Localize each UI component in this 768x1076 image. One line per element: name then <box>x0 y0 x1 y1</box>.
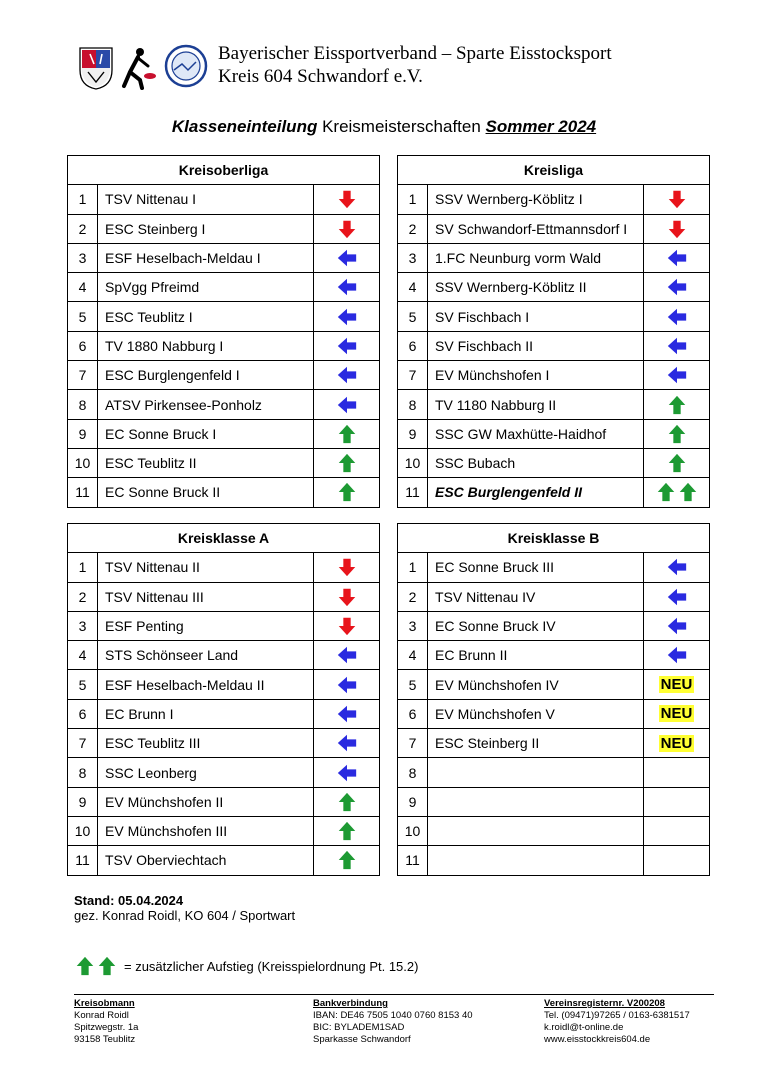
table-row <box>68 448 380 477</box>
left-arrow-icon <box>314 331 380 360</box>
table-title: Kreisliga <box>398 156 710 185</box>
left-arrow-icon <box>644 611 710 640</box>
rank-number: 8 <box>398 390 428 419</box>
table-row <box>398 611 710 640</box>
team-name: SSC GW Maxhütte-Haidhof <box>428 419 644 448</box>
left-arrow-icon <box>644 273 710 302</box>
rank-number: 4 <box>68 641 98 670</box>
up-arrow-icon <box>644 448 710 477</box>
left-arrow-icon <box>314 243 380 272</box>
rank-number: 8 <box>398 758 428 787</box>
table-row <box>398 331 710 360</box>
rank-number: 11 <box>68 478 98 507</box>
rank-number: 2 <box>68 214 98 243</box>
team-name: EV Münchshofen III <box>98 816 314 845</box>
table-kreisliga <box>397 155 710 508</box>
eisstock-player-logo <box>124 48 156 88</box>
table-row <box>68 846 380 875</box>
signature-line: gez. Konrad Roidl, KO 604 / Sportwart <box>74 908 296 923</box>
rank-number: 2 <box>68 582 98 611</box>
empty-indicator <box>644 846 710 875</box>
down-arrow-icon <box>644 214 710 243</box>
table-row <box>398 243 710 272</box>
rank-number: 11 <box>68 846 98 875</box>
neu-label: NEU <box>660 734 693 752</box>
rank-number: 1 <box>398 185 428 214</box>
left-arrow-icon <box>314 670 380 699</box>
footer-divider <box>74 994 714 995</box>
table-row <box>68 478 380 507</box>
team-name: EV Münchshofen I <box>428 361 644 390</box>
left-arrow-icon <box>314 758 380 787</box>
table-row <box>68 787 380 816</box>
coat-of-arms-logo <box>80 48 112 89</box>
down-arrow-icon <box>314 553 380 582</box>
team-name: ESF Heselbach-Meldau II <box>98 670 314 699</box>
table-row <box>398 816 710 845</box>
down-arrow-icon <box>314 611 380 640</box>
left-arrow-icon <box>314 390 380 419</box>
table-row <box>68 582 380 611</box>
neu-label: NEU <box>660 676 693 694</box>
table-row <box>398 448 710 477</box>
rank-number: 3 <box>398 243 428 272</box>
team-name <box>428 816 644 845</box>
empty-indicator <box>644 758 710 787</box>
team-name: TSV Nittenau II <box>98 553 314 582</box>
team-name: SpVgg Pfreimd <box>98 273 314 302</box>
table-kreisoberliga <box>67 155 380 508</box>
team-name: EC Sonne Bruck II <box>98 478 314 507</box>
table-row <box>68 699 380 728</box>
down-arrow-icon <box>314 214 380 243</box>
team-name: ESC Teublitz II <box>98 448 314 477</box>
rank-number: 2 <box>398 582 428 611</box>
new-team-badge <box>644 670 710 699</box>
table-row <box>68 670 380 699</box>
new-team-badge <box>644 699 710 728</box>
rank-number: 3 <box>68 243 98 272</box>
team-name: SSV Wernberg-Köblitz II <box>428 273 644 302</box>
team-name: ESF Heselbach-Meldau I <box>98 243 314 272</box>
team-name: EC Brunn I <box>98 699 314 728</box>
up-arrow-icon <box>314 846 380 875</box>
table-row <box>398 670 710 699</box>
rank-number: 4 <box>398 641 428 670</box>
status-date: Stand: 05.04.2024 <box>74 893 184 908</box>
table-row <box>68 331 380 360</box>
footer-registry: Vereinsregisternr. V200208 Tel. (09471)97265 / 0163-6381517 k.roidl@t-online.de www.eisstockkreis604.de <box>544 998 690 1045</box>
team-name: SV Schwandorf-Ettmannsdorf I <box>428 214 644 243</box>
team-name <box>428 846 644 875</box>
table-title: Kreisklasse B <box>398 524 710 553</box>
rank-number: 6 <box>68 699 98 728</box>
table-row <box>68 611 380 640</box>
table-row <box>398 846 710 875</box>
team-name: SV Fischbach II <box>428 331 644 360</box>
table-row <box>398 582 710 611</box>
table-row <box>398 729 710 758</box>
rank-number: 5 <box>398 670 428 699</box>
up-arrow-icon <box>314 448 380 477</box>
up-arrow-icon <box>644 419 710 448</box>
document-title: Klasseneinteilung Kreismeisterschaften Sommer 2024 <box>171 117 597 136</box>
rank-number: 11 <box>398 478 428 507</box>
table-row <box>398 699 710 728</box>
left-arrow-icon <box>314 699 380 728</box>
team-name <box>428 758 644 787</box>
rank-number: 7 <box>68 729 98 758</box>
rank-number: 10 <box>398 448 428 477</box>
rank-number: 3 <box>398 611 428 640</box>
team-name: EV Münchshofen V <box>428 699 644 728</box>
team-name: TSV Nittenau I <box>98 185 314 214</box>
table-row <box>398 758 710 787</box>
table-title: Kreisklasse A <box>68 524 380 553</box>
team-name: SV Fischbach I <box>428 302 644 331</box>
rank-number: 2 <box>398 214 428 243</box>
left-arrow-icon <box>314 273 380 302</box>
team-name: TSV Nittenau IV <box>428 582 644 611</box>
team-name: ESC Teublitz III <box>98 729 314 758</box>
rank-number: 3 <box>68 611 98 640</box>
rank-number: 11 <box>398 846 428 875</box>
team-name: ATSV Pirkensee-Ponholz <box>98 390 314 419</box>
legend-text: = zusätzlicher Aufstieg (Kreisspielordnung Pt. 15.2) <box>124 958 419 974</box>
rank-number: 10 <box>68 816 98 845</box>
legend <box>74 955 418 977</box>
left-arrow-icon <box>644 243 710 272</box>
down-arrow-icon <box>644 185 710 214</box>
rank-number: 10 <box>398 816 428 845</box>
rank-number: 6 <box>398 331 428 360</box>
table-row <box>68 758 380 787</box>
double-up-arrow-icon <box>644 478 710 507</box>
team-name: EC Sonne Bruck IV <box>428 611 644 640</box>
left-arrow-icon <box>314 729 380 758</box>
team-name: TSV Nittenau III <box>98 582 314 611</box>
team-name: EV Münchshofen IV <box>428 670 644 699</box>
table-row <box>398 478 710 507</box>
left-arrow-icon <box>314 641 380 670</box>
table-row <box>398 390 710 419</box>
table-row <box>68 641 380 670</box>
table-row <box>68 302 380 331</box>
team-name: EC Sonne Bruck I <box>98 419 314 448</box>
table-kreisklasse-a <box>67 523 380 876</box>
table-row <box>68 816 380 845</box>
rank-number: 1 <box>68 185 98 214</box>
table-row <box>398 214 710 243</box>
table-row <box>68 243 380 272</box>
up-arrow-icon <box>314 816 380 845</box>
up-arrow-icon <box>314 787 380 816</box>
up-arrow-icon <box>314 419 380 448</box>
team-name: SSC Bubach <box>428 448 644 477</box>
team-name: TV 1880 Nabburg I <box>98 331 314 360</box>
team-name: TV 1180 Nabburg II <box>428 390 644 419</box>
team-name <box>428 787 644 816</box>
table-row <box>68 273 380 302</box>
footer-bank: Bankverbindung IBAN: DE46 7505 1040 0760 8153 40 BIC: BYLADEM1SAD Sparkasse Schwandorf <box>313 998 473 1045</box>
header-logos <box>78 42 208 90</box>
rank-number: 9 <box>68 787 98 816</box>
table-row <box>68 729 380 758</box>
table-row <box>68 214 380 243</box>
neu-label: NEU <box>660 705 693 723</box>
table-row <box>68 185 380 214</box>
rank-number: 5 <box>68 670 98 699</box>
team-name: ESC Burglengenfeld II <box>428 478 644 507</box>
table-row <box>398 553 710 582</box>
rank-number: 9 <box>68 419 98 448</box>
team-name: ESC Burglengenfeld I <box>98 361 314 390</box>
rank-number: 1 <box>68 553 98 582</box>
rank-number: 6 <box>68 331 98 360</box>
empty-indicator <box>644 787 710 816</box>
team-name: 1.FC Neunburg vorm Wald <box>428 243 644 272</box>
team-name: EC Brunn II <box>428 641 644 670</box>
table-row <box>398 302 710 331</box>
team-name: ESC Steinberg I <box>98 214 314 243</box>
up-arrow-icon <box>314 478 380 507</box>
table-row <box>398 641 710 670</box>
team-name: SSV Wernberg-Köblitz I <box>428 185 644 214</box>
left-arrow-icon <box>644 302 710 331</box>
rank-number: 8 <box>68 758 98 787</box>
table-row <box>68 553 380 582</box>
rank-number: 7 <box>398 729 428 758</box>
rank-number: 9 <box>398 419 428 448</box>
up-arrow-icon <box>644 390 710 419</box>
table-row <box>68 419 380 448</box>
new-team-badge <box>644 729 710 758</box>
team-name: SSC Leonberg <box>98 758 314 787</box>
rank-number: 4 <box>68 273 98 302</box>
team-name: TSV Oberviechtach <box>98 846 314 875</box>
table-row <box>398 787 710 816</box>
org-name: Bayerischer Eissportverband – Sparte Eisstocksport <box>218 43 612 64</box>
left-arrow-icon <box>644 553 710 582</box>
team-name: EC Sonne Bruck III <box>428 553 644 582</box>
team-name: EV Münchshofen II <box>98 787 314 816</box>
table-row <box>68 390 380 419</box>
team-name: ESC Steinberg II <box>428 729 644 758</box>
rank-number: 6 <box>398 699 428 728</box>
rank-number: 4 <box>398 273 428 302</box>
rank-number: 9 <box>398 787 428 816</box>
bev-emblem-logo <box>166 46 206 86</box>
left-arrow-icon <box>644 582 710 611</box>
double-up-arrow-icon <box>74 955 118 977</box>
left-arrow-icon <box>314 361 380 390</box>
table-kreisklasse-b <box>397 523 710 876</box>
table-row <box>68 361 380 390</box>
rank-number: 8 <box>68 390 98 419</box>
team-name: STS Schönseer Land <box>98 641 314 670</box>
team-name: ESC Teublitz I <box>98 302 314 331</box>
down-arrow-icon <box>314 582 380 611</box>
rank-number: 10 <box>68 448 98 477</box>
rank-number: 5 <box>68 302 98 331</box>
rank-number: 7 <box>68 361 98 390</box>
table-title: Kreisoberliga <box>68 156 380 185</box>
rank-number: 5 <box>398 302 428 331</box>
left-arrow-icon <box>314 302 380 331</box>
left-arrow-icon <box>644 331 710 360</box>
left-arrow-icon <box>644 641 710 670</box>
table-row <box>398 361 710 390</box>
left-arrow-icon <box>644 361 710 390</box>
table-row <box>398 419 710 448</box>
down-arrow-icon <box>314 185 380 214</box>
rank-number: 7 <box>398 361 428 390</box>
org-district: Kreis 604 Schwandorf e.V. <box>218 66 423 87</box>
footer-contact: Kreisobmann Konrad Roidl Spitzwegstr. 1a 93158 Teublitz <box>74 998 139 1045</box>
team-name: ESF Penting <box>98 611 314 640</box>
rank-number: 1 <box>398 553 428 582</box>
table-row <box>398 185 710 214</box>
table-row <box>398 273 710 302</box>
empty-indicator <box>644 816 710 845</box>
